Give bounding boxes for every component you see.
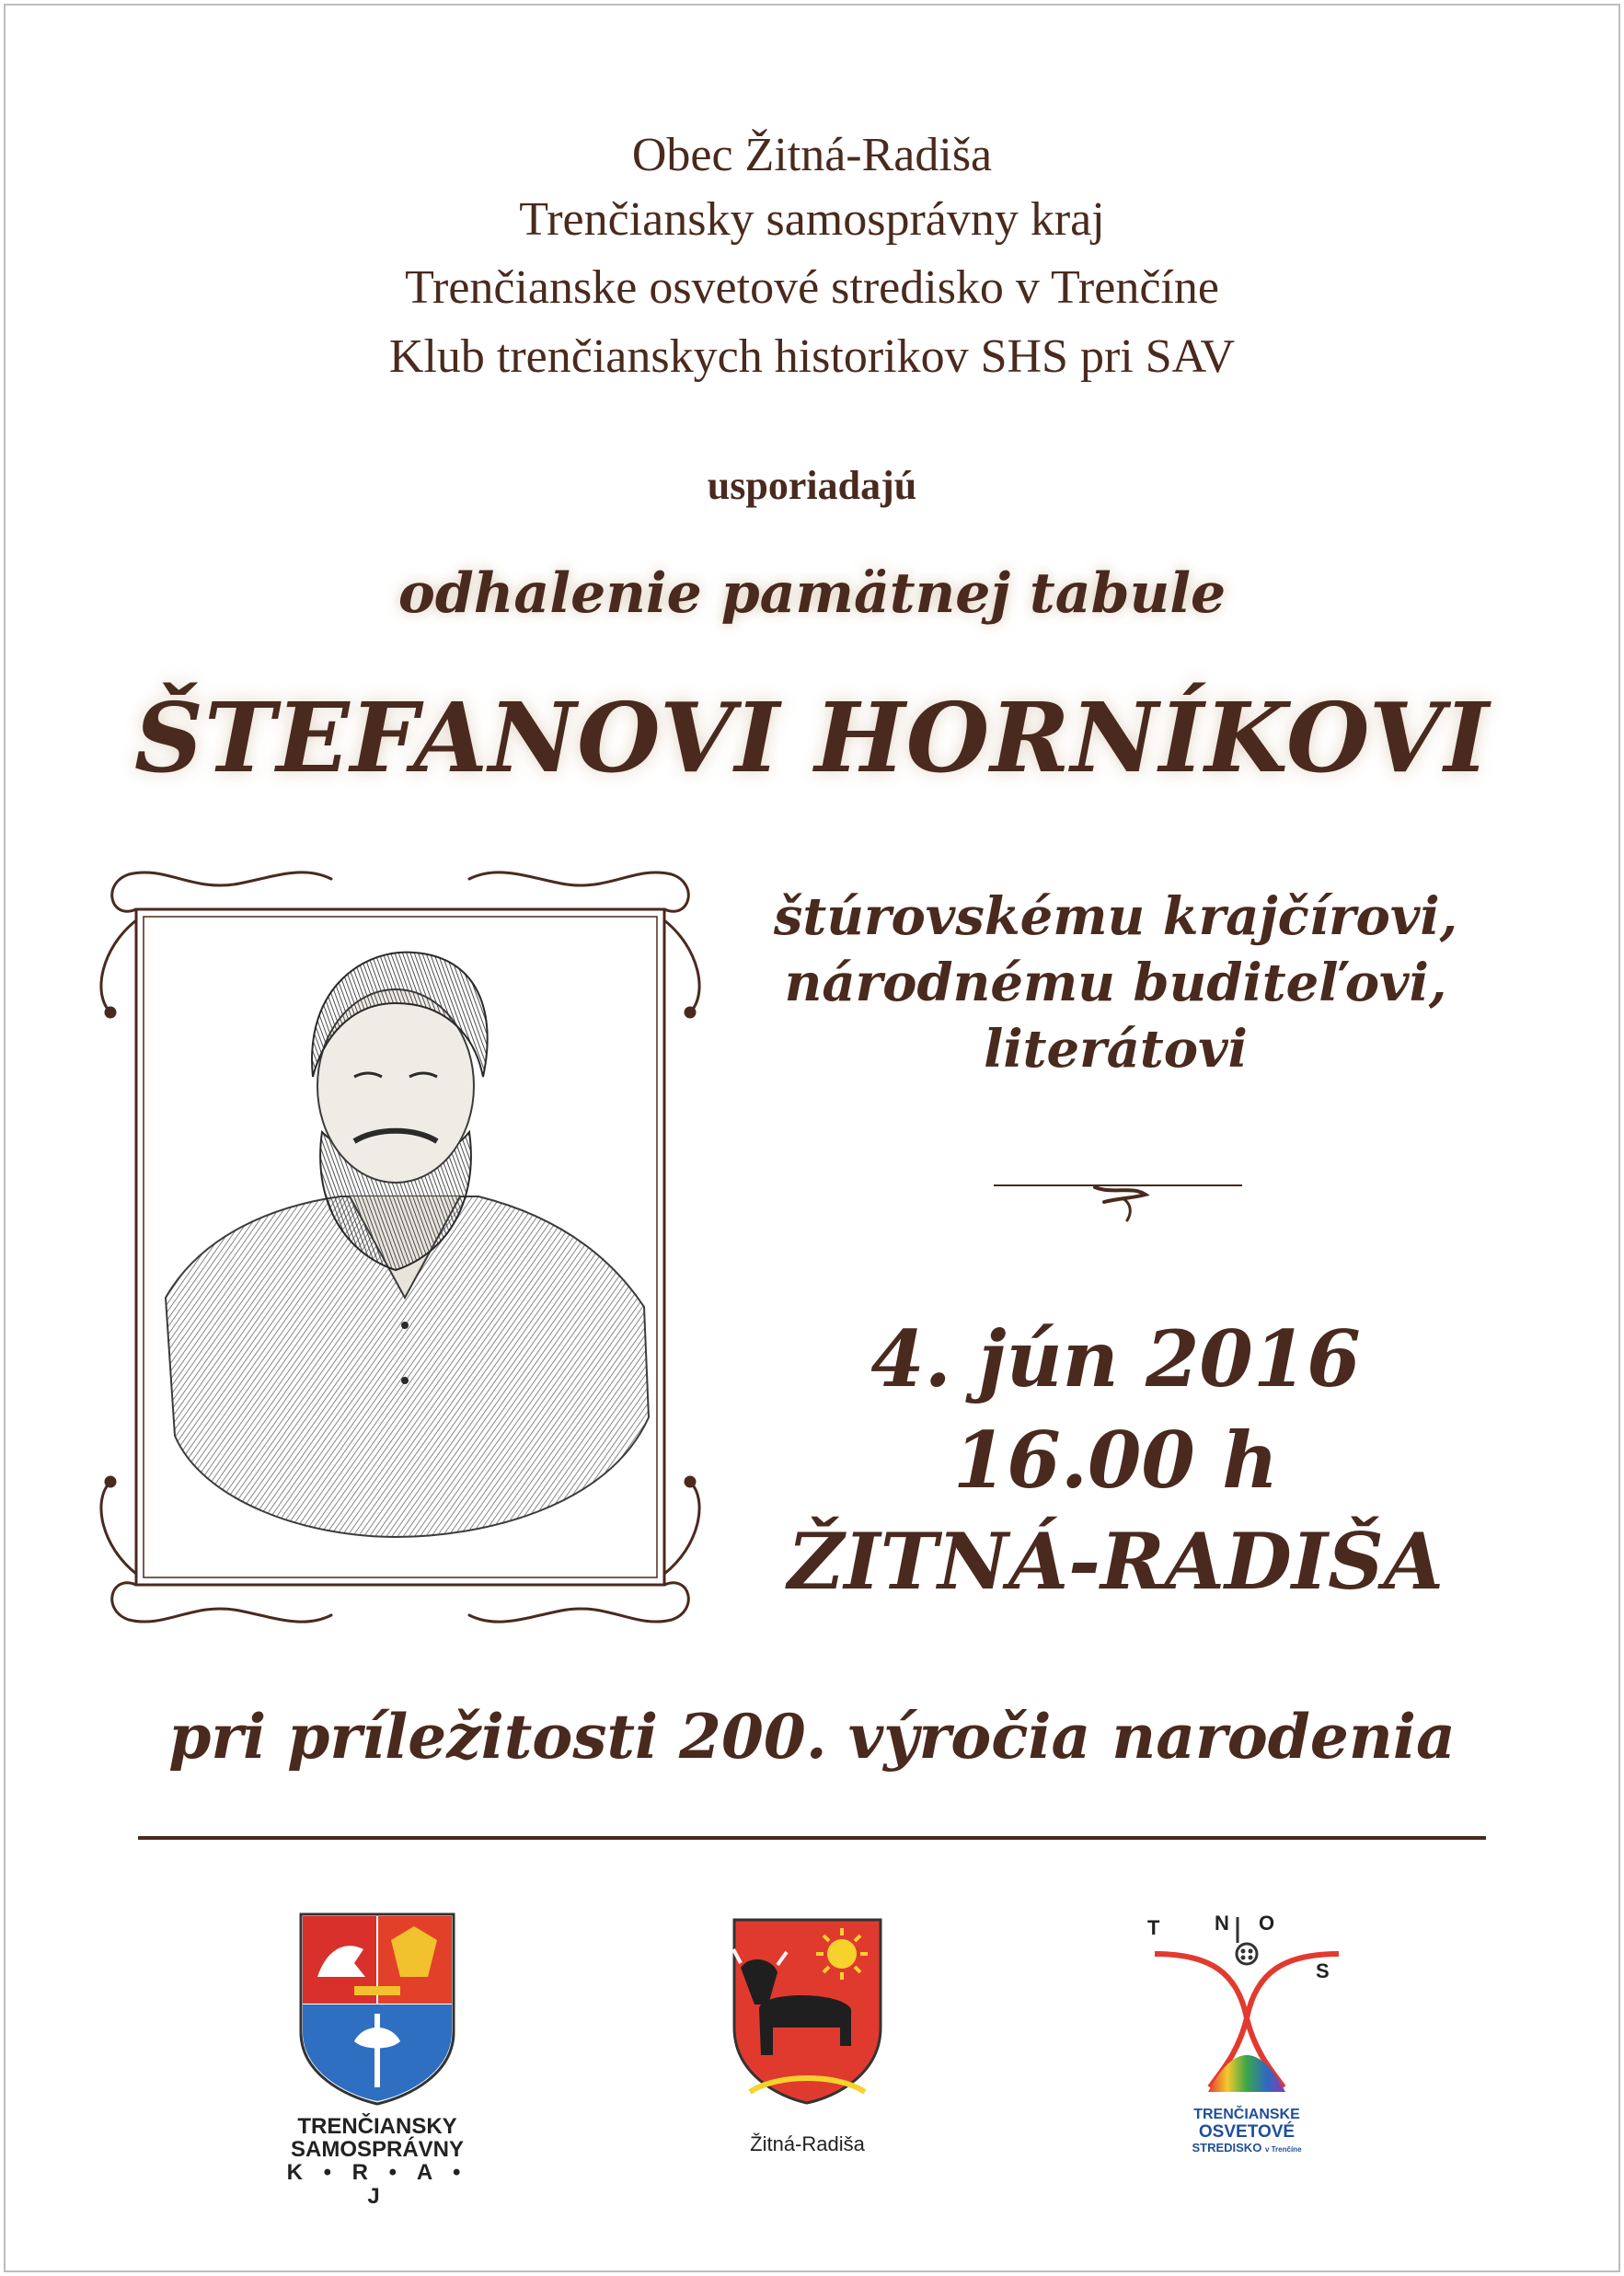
- tos-line-3: [1155, 2142, 1339, 2155]
- tos-letter-o: O: [1259, 1912, 1275, 1935]
- organizer-village: Obec Žitná-Radiša: [631, 129, 993, 181]
- organizer-region: Trenčiansky samosprávny kraj: [519, 193, 1105, 246]
- horizontal-rule: [138, 1836, 1486, 1840]
- tos-line-2: OSVETOVÉ: [1198, 2121, 1296, 2142]
- organizer-historians-club: Klub trenčianskych historikov SHS pri SAV: [388, 330, 1236, 383]
- tsk-line-3: K • R • A • J: [286, 2160, 468, 2209]
- village-coat-of-arms-icon: [731, 1917, 883, 2106]
- event-subtitle: odhalenie pamätnej tabule: [397, 561, 1227, 626]
- tos-line-1: TRENČIANSKE: [1193, 2107, 1300, 2122]
- portrait-engraving: [166, 953, 649, 1537]
- tsk-line-1: TRENČIANSKY: [297, 2114, 457, 2139]
- tos-logo-text: [1155, 2108, 1339, 2154]
- organizer-culture-center: Trenčianske osvetové stredisko v Trenčíne: [405, 261, 1219, 314]
- tos-letter-s: S: [1316, 1959, 1330, 1982]
- tos-line-3-sub: v Trenčíne: [1264, 2144, 1302, 2154]
- event-date: 4. jún 2016: [870, 1313, 1361, 1404]
- tsk-coat-of-arms-icon: [299, 1912, 455, 2106]
- tos-letter-t: T: [1147, 1916, 1160, 1939]
- description-writer: literátovi: [984, 1019, 1248, 1080]
- verb-text: usporiadajú: [707, 463, 917, 508]
- portrait-frame: [92, 865, 708, 1629]
- flourish-divider: [994, 1167, 1242, 1231]
- event-time: 16.00 h: [952, 1415, 1279, 1506]
- tos-logo-icon: [1136, 1917, 1357, 2120]
- event-place: ŽITNÁ-RADIŠA: [788, 1516, 1444, 1607]
- tos-letter-n: N: [1215, 1912, 1229, 1935]
- description-awakener: národnému buditeľovi,: [784, 953, 1447, 1013]
- tos-line-3-main: STREDISKO: [1192, 2140, 1262, 2155]
- tsk-line-2: SAMOSPRÁVNY: [290, 2137, 465, 2163]
- occasion-text: pri príležitosti 200. výročia narodenia: [168, 1701, 1456, 1773]
- tsk-logo-text: [276, 2115, 478, 2208]
- village-label: Žitná-Radiša: [750, 2132, 865, 2155]
- description-tailor: štúrovskému krajčírovi,: [773, 886, 1458, 947]
- honoree-name: ŠTEFANOVI HORNÍKOVI: [133, 681, 1491, 794]
